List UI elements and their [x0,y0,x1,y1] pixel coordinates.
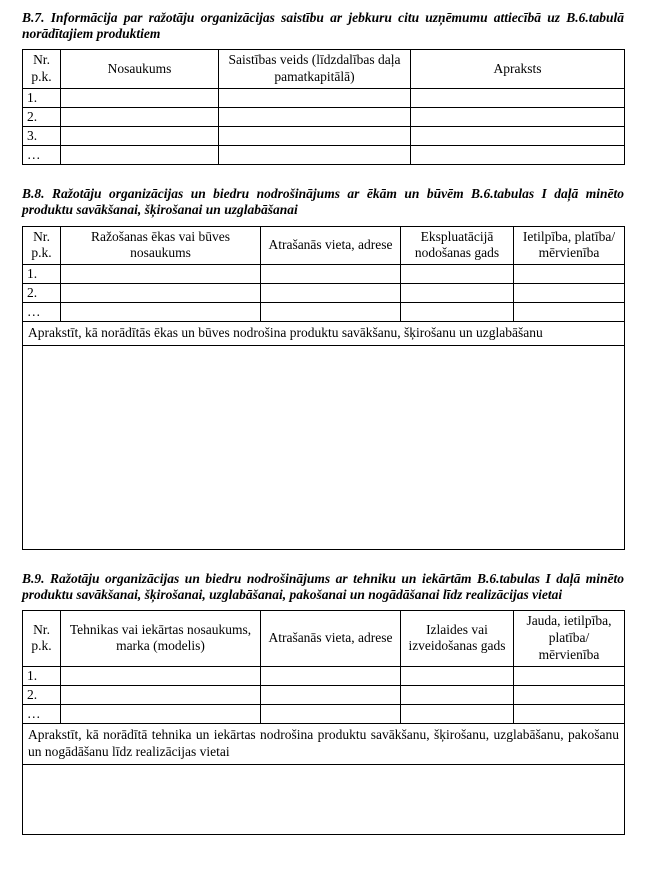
section-b8 [22,186,624,550]
row-number-cell: 2. [23,284,61,303]
table-b8-header-row [23,226,625,265]
description-row [23,322,625,346]
table-row [23,303,625,322]
section-b7-heading: B.7. Informācija par ražotāju organizācijas saistību ar jebkuru citu uzņēmumu attiecībā uz B.6.tabulā norādītajiem produktiem [22,10,624,42]
row-number-cell: 2. [23,685,61,704]
row-number-cell: 1. [23,265,61,284]
empty-cell [219,146,411,165]
table-row [23,265,625,284]
answer-area-row [23,764,625,834]
empty-cell [61,127,219,146]
table-b9 [22,610,625,835]
column-header-ietilpiba: Ietilpība, platība/ mērvienība [514,226,625,265]
empty-cell [261,685,401,704]
column-header-izlaides-gads: Izlaides vai izveidošanas gads [401,611,514,667]
empty-cell [401,265,514,284]
empty-cell [411,146,625,165]
table-row [23,89,625,108]
column-header-atrasanas-vieta: Atrašanās vieta, adrese [261,226,401,265]
empty-cell [401,303,514,322]
empty-cell [61,303,261,322]
empty-cell [401,666,514,685]
description-cell: Aprakstīt, kā norādītās ēkas un būves nodrošina produktu savākšanu, šķirošanu un uzglabāšanu [23,322,625,346]
column-header-nr-pk: Nr. p.k. [23,611,61,667]
section-b9-heading: B.9. Ražotāju organizācijas un biedru nodrošinājums ar tehniku un iekārtām B.6.tabulas I daļā minēto produktu savākšanai, šķirošanai, uzglabāšanai, pakošanai un nogādāšanai līdz realizācijas vietai [22,570,624,602]
empty-cell [411,127,625,146]
row-number-cell: 2. [23,108,61,127]
table-b8 [22,226,625,550]
row-number-cell: 3. [23,127,61,146]
empty-cell [61,146,219,165]
table-b7-header-row [23,50,625,89]
empty-cell [61,685,261,704]
empty-cell [61,265,261,284]
column-header-apraksts: Apraksts [411,50,625,89]
empty-cell [261,704,401,723]
empty-cell [61,704,261,723]
empty-cell [219,127,411,146]
description-cell: Aprakstīt, kā norādītā tehnika un iekārtas nodrošina produktu savākšanu, šķirošanu, uzglabāšanu, pakošanu un nogādāšanu līdz realizācijas vietai [23,723,625,764]
empty-cell [261,284,401,303]
table-row [23,685,625,704]
answer-area-cell [23,345,625,549]
empty-cell [219,108,411,127]
empty-cell [61,108,219,127]
empty-cell [514,284,625,303]
empty-cell [401,685,514,704]
column-header-jauda: Jauda, ietilpība, platība/ mērvienība [514,611,625,667]
column-header-saistibas-veids: Saistības veids (līdzdalības daļa pamatkapitālā) [219,50,411,89]
table-row [23,127,625,146]
empty-cell [411,108,625,127]
empty-cell [514,265,625,284]
column-header-atrasanas-vieta: Atrašanās vieta, adrese [261,611,401,667]
table-row [23,284,625,303]
empty-cell [514,704,625,723]
table-row [23,666,625,685]
column-header-ekspluatacija-gads: Ekspluatācijā nodošanas gads [401,226,514,265]
section-b8-heading: B.8. Ražotāju organizācijas un biedru nodrošinājums ar ēkām un būvēm B.6.tabulas I daļā minēto produktu savākšanai, šķirošanai un uzglabāšanai [22,186,624,218]
empty-cell [261,666,401,685]
empty-cell [61,666,261,685]
empty-cell [219,89,411,108]
row-number-cell: 1. [23,89,61,108]
empty-cell [514,685,625,704]
empty-cell [411,89,625,108]
column-header-ekas-nosaukums: Ražošanas ēkas vai būves nosaukums [61,226,261,265]
row-number-cell: … [23,146,61,165]
column-header-nosaukums: Nosaukums [61,50,219,89]
section-b9 [22,571,624,835]
row-number-cell: … [23,303,61,322]
column-header-tehnikas-nosaukums: Tehnikas vai iekārtas nosaukums, marka (modelis) [61,611,261,667]
empty-cell [401,284,514,303]
table-row [23,146,625,165]
row-number-cell: … [23,704,61,723]
empty-cell [61,89,219,108]
table-row [23,704,625,723]
empty-cell [514,666,625,685]
empty-cell [61,284,261,303]
row-number-cell: 1. [23,666,61,685]
empty-cell [261,265,401,284]
table-b7 [22,49,625,165]
answer-area-cell [23,764,625,834]
empty-cell [261,303,401,322]
column-header-nr-pk: Nr. p.k. [23,226,61,265]
empty-cell [401,704,514,723]
answer-area-row [23,345,625,549]
table-b9-header-row [23,611,625,667]
description-row [23,723,625,764]
column-header-nr-pk: Nr. p.k. [23,50,61,89]
table-row [23,108,625,127]
empty-cell [514,303,625,322]
